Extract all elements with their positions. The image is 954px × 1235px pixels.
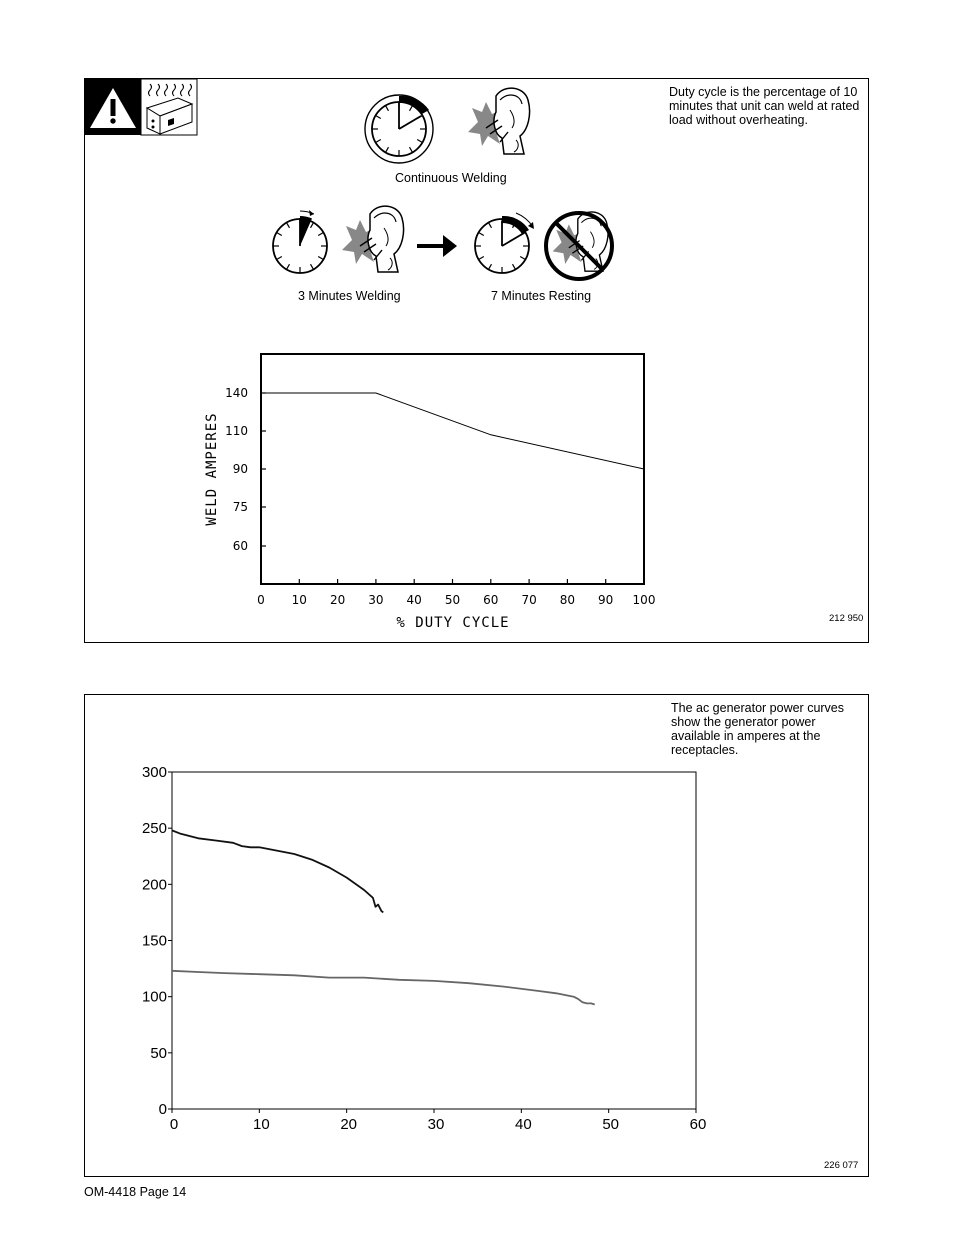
- overheating-unit-icon: [141, 79, 197, 135]
- duty-x-tick-label: 50: [444, 593, 461, 607]
- generator-y-tick-label: 150: [141, 932, 167, 950]
- generator-x-tick-label: 40: [514, 1116, 532, 1133]
- generator-plot-frame: [172, 772, 696, 1109]
- duty-x-tick-label: 40: [406, 593, 422, 607]
- generator-x-tick-label: 30: [427, 1116, 445, 1133]
- three-minutes-welding-caption: 3 Minutes Welding: [298, 289, 401, 303]
- welder-icon: [468, 88, 530, 154]
- warning-icon: [85, 79, 141, 135]
- duty-x-tick-label: 10: [291, 593, 307, 607]
- generator-series-line-1: [172, 830, 383, 912]
- page-footer: OM-4418 Page 14: [84, 1185, 187, 1199]
- welder-icon: [342, 206, 404, 272]
- arrow-right-icon: [417, 235, 457, 257]
- generator-x-tick-label: 60: [689, 1116, 707, 1133]
- generator-x-tick-label: 20: [340, 1116, 358, 1133]
- generator-x-tick-label: 50: [602, 1116, 620, 1133]
- duty-x-tick-label: 100: [632, 593, 656, 607]
- duty-y-tick-label: 60: [232, 539, 248, 553]
- duty-x-tick-label: 0: [257, 593, 265, 607]
- duty-cycle-y-axis-label: WELD AMPERES: [204, 412, 220, 526]
- seven-minute-clock-icon: [475, 213, 534, 273]
- generator-y-tick-label: 100: [141, 988, 167, 1006]
- generator-power-chart: [142, 764, 706, 1133]
- duty-y-tick-label: 75: [232, 500, 248, 514]
- duty-cycle-note: Duty cycle is the percentage of 10 minutes that unit can weld at rated load without overheating.: [669, 85, 860, 127]
- continuous-welding-caption: Continuous Welding: [395, 171, 507, 185]
- no-welding-icon: [546, 212, 612, 279]
- generator-y-tick-label: 0: [158, 1101, 167, 1118]
- generator-y-tick-label: 250: [141, 820, 167, 838]
- duty-cycle-series-line: [261, 393, 644, 469]
- duty-y-tick-label: 140: [225, 386, 248, 400]
- generator-y-tick-label: 50: [150, 1044, 167, 1062]
- continuous-welding-clock-icon: [365, 95, 433, 163]
- duty-x-tick-label: 80: [559, 593, 576, 607]
- generator-x-tick-label: 10: [252, 1116, 270, 1133]
- duty-x-tick-label: 90: [598, 593, 614, 607]
- duty-x-tick-label: 60: [483, 593, 499, 607]
- generator-figure-number: 226 077: [824, 1160, 859, 1171]
- seven-minutes-resting-caption: 7 Minutes Resting: [491, 289, 592, 303]
- generator-x-tick-label: 0: [169, 1116, 179, 1133]
- duty-x-tick-label: 70: [521, 593, 537, 607]
- duty-cycle-chart: [204, 354, 655, 631]
- duty-cycle-plot-frame: [261, 354, 644, 584]
- generator-series-line-2: [172, 971, 595, 1005]
- generator-note: The ac generator power curves show the generator power available in amperes at the receptacles.: [671, 701, 845, 757]
- three-minute-clock-icon: [273, 210, 327, 273]
- duty-x-tick-label: 20: [329, 593, 346, 607]
- generator-y-tick-label: 200: [141, 876, 167, 894]
- generator-y-tick-label: 300: [141, 764, 167, 781]
- duty-y-tick-label: 90: [232, 462, 248, 476]
- duty-cycle-figure-number: 212 950: [829, 613, 864, 624]
- duty-y-tick-label: 110: [225, 424, 248, 438]
- duty-x-tick-label: 30: [368, 593, 384, 607]
- duty-cycle-x-axis-label: % DUTY CYCLE: [396, 615, 510, 631]
